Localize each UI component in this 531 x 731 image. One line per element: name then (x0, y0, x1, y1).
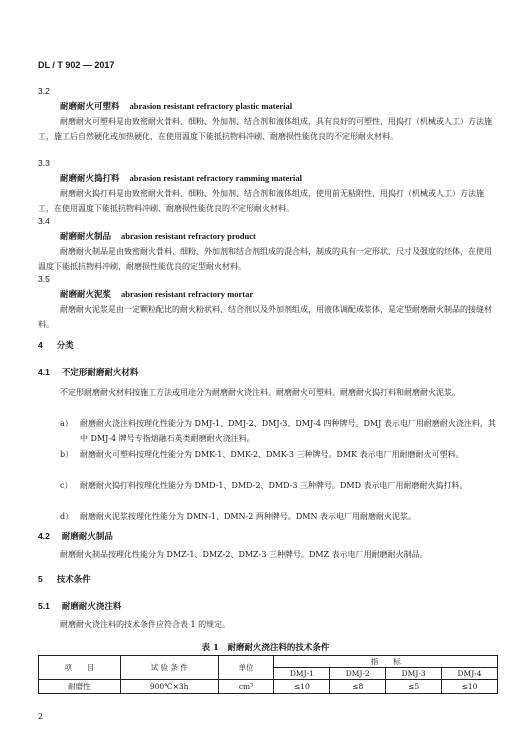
grade-header: DMJ-3 (386, 668, 442, 680)
table-cell: cm³ (218, 680, 274, 694)
section-number: 4 (38, 340, 43, 350)
table-header-row (39, 656, 498, 668)
term-number: 3.3 (38, 158, 50, 168)
list-text: 耐磨耐火浇注料按理化性能分为 DMJ-1、DMJ-2、DMJ-3、DMJ-4 四种牌号。DMJ 表示电厂用耐磨耐火浇注料，其中 DMJ-4 牌号专指熔融石英类耐磨耐火浇注料。 (80, 419, 496, 443)
list-marker: c） (60, 481, 73, 490)
table-caption: 表 1 耐磨耐火浇注料的技术条件 (201, 643, 330, 653)
list-text: 耐磨耐火捣打料按理化性能分为 DMD-1、DMD-2、DMD-3 三种牌号。DMD 表示电厂用耐磨耐火捣打料。 (80, 481, 468, 490)
section-title: 分类 (56, 340, 74, 350)
term-definition: 耐磨耐火捣打料是由致密耐火骨料、细粉、外加剂、结合剂和液体组成，使用前无粘附性，用捣打（机械或人工）方法施工，在使用温度下能抵抗物料冲刷、耐磨损性能优良的不定形耐火材料。 (38, 189, 484, 213)
term-number: 3.5 (38, 274, 50, 284)
subsection-title: 不定形耐磨耐火材料 (61, 367, 139, 377)
list-item (60, 447, 500, 462)
subsection-number: 4.2 (38, 531, 50, 541)
section-title: 技术条件 (56, 574, 91, 584)
table-cell: 900℃×3h (120, 680, 218, 694)
table-row (39, 680, 498, 694)
term-title-en: abrasion resistant refractory mortar (121, 289, 254, 299)
header-unit: 单位 (218, 656, 274, 680)
term-number: 3.2 (38, 86, 50, 96)
term-title-en: abrasion resistant refractory ramming material (129, 173, 302, 183)
section-heading (38, 573, 91, 585)
subsection-number: 5.1 (38, 601, 50, 611)
list-item (60, 416, 500, 446)
subsection-heading (38, 530, 113, 542)
table-cell: ≤10 (442, 680, 498, 694)
term-definition: 耐磨耐火制品是由致密耐火骨料、细粉、外加剂和结合剂组成的混合料，制成的具有一定形状、尺寸及强度的坯体，在使用温度下能抵抗物料冲刷，耐磨损性能优良的定型耐火材料。 (38, 247, 492, 271)
spec-table (38, 655, 498, 694)
grade-header: DMJ-4 (442, 668, 498, 680)
table-cell: ≤8 (330, 680, 386, 694)
paragraph: 耐磨耐火制品按理化性能分为 DMZ-1、DMZ-2、DMZ-3 三种牌号。DMZ 表示电厂用耐磨耐火制品。 (60, 550, 428, 559)
term-title (60, 172, 302, 184)
header-condition: 试 验 条 件 (120, 656, 218, 680)
term-number: 3.4 (38, 216, 50, 226)
subsection-heading (38, 600, 121, 612)
term-title-zh: 耐磨耐火泥浆 (60, 290, 112, 300)
grade-header: DMJ-1 (274, 668, 330, 680)
list-marker: b） (60, 450, 74, 459)
table-cell: ≤10 (274, 680, 330, 694)
subsection-title: 耐磨耐火浇注料 (61, 601, 122, 611)
subsection-number: 4.1 (38, 367, 50, 377)
section-heading (38, 339, 74, 351)
paragraph: 耐磨耐火浇注料的技术条件应符合表 1 的规定。 (60, 620, 231, 629)
table-cell: 耐磨性 (39, 680, 121, 694)
term-definition: 耐磨耐火可塑料是由致密耐火骨料、细粉、外加剂、结合剂和液体组成，具有良好的可塑性，用捣打（机械或人工）方法施工，施工后自然硬化或加热硬化，在使用温度下能抵抗物料冲刷、耐磨损性能优良的不定形耐火材料。 (38, 117, 492, 141)
list-marker: a） (60, 419, 73, 428)
header-index: 指 标 (274, 656, 498, 668)
term-title (60, 288, 253, 300)
header-item: 项 目 (39, 656, 121, 680)
section-number: 5 (38, 574, 43, 584)
standard-header: DL / T 902 — 2017 (38, 60, 115, 70)
subsection-title: 耐磨耐火制品 (61, 531, 113, 541)
list-text: 耐磨耐火可塑料按理化性能分为 DMK-1、DMK-2、DMK-3 三种牌号。DMK 表示电厂用耐磨耐火可塑料。 (80, 450, 464, 459)
list-item (60, 509, 500, 524)
table-cell: ≤5 (386, 680, 442, 694)
subsection-heading (38, 366, 138, 378)
term-title (60, 230, 256, 242)
term-title-zh: 耐磨耐火制品 (60, 232, 112, 242)
term-definition: 耐磨耐火泥浆是由一定颗粒配比的耐火粉状料、结合剂以及外加剂组成，用液体调配成浆体，是定型耐磨耐火制品的接缝材料。 (38, 305, 492, 329)
term-title-en: abrasion resistant refractory plastic material (129, 101, 293, 111)
list-item (60, 478, 500, 493)
list-text: 耐磨耐火泥浆按理化性能分为 DMN-1、DMN-2 两种牌号。DMN 表示电厂用耐磨耐火泥浆。 (80, 512, 417, 521)
page-number: 2 (38, 712, 44, 721)
list-marker: d） (60, 512, 74, 521)
paragraph: 不定形耐磨耐火材料按施工方法或用途分为耐磨耐火浇注料、耐磨耐火可塑料、耐磨耐火捣打料和耐磨耐火泥浆。 (60, 388, 460, 397)
term-title-zh: 耐磨耐火捣打料 (60, 174, 120, 184)
grade-header: DMJ-2 (330, 668, 386, 680)
term-title-en: abrasion resistant refractory product (121, 231, 256, 241)
term-title-zh: 耐磨耐火可塑料 (60, 102, 120, 112)
term-title (60, 100, 292, 112)
